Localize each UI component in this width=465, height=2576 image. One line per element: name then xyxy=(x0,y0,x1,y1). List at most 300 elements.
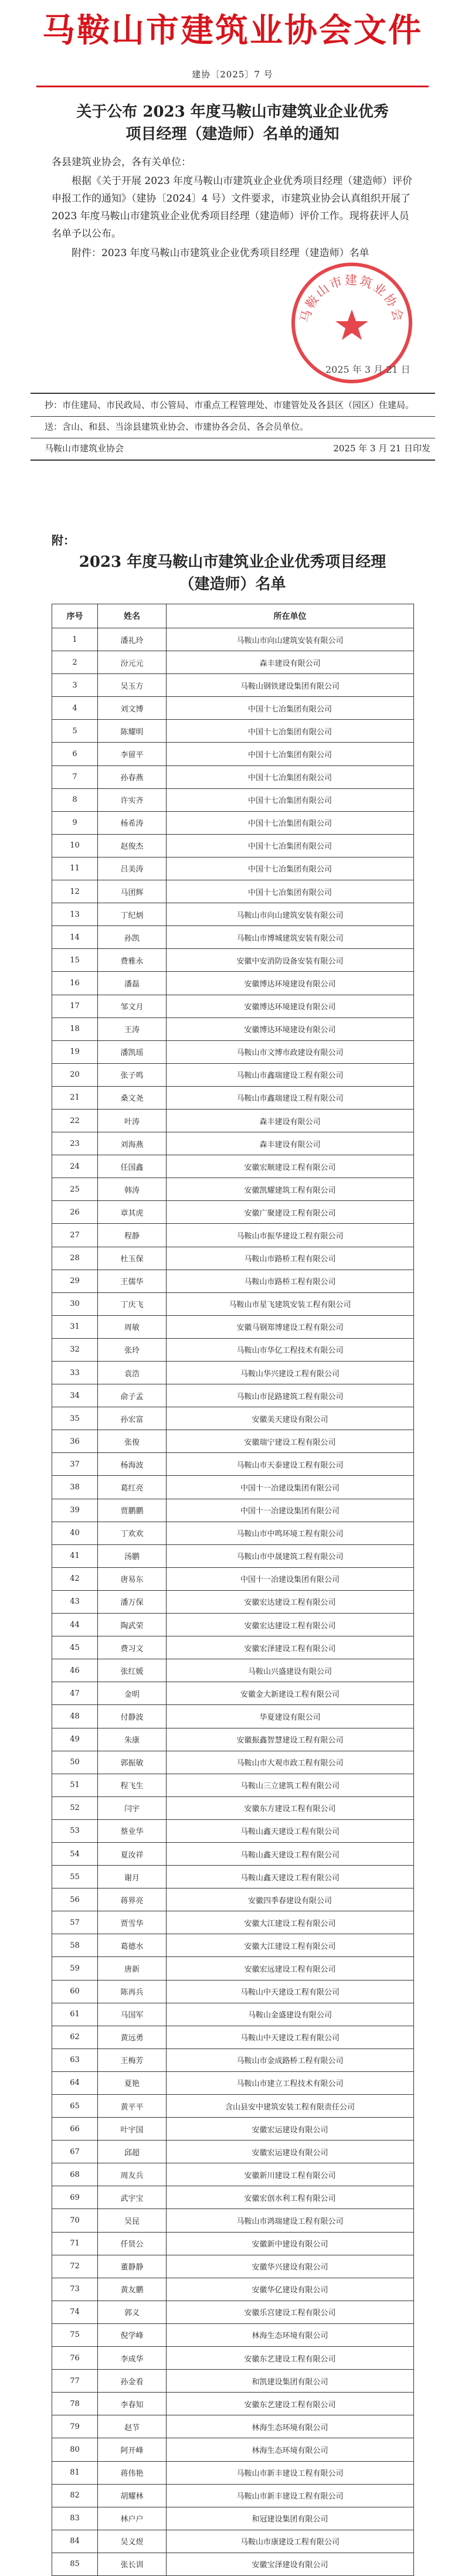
row-unit: 安徽金大新建设工程有限公司 xyxy=(167,1682,414,1705)
row-name: 闫宇 xyxy=(98,1796,167,1819)
row-index: 43 xyxy=(52,1590,98,1613)
row-unit: 安徽宏运建设有限公司 xyxy=(167,2141,414,2163)
annex-title-line2: （建造师）名单 xyxy=(179,576,286,593)
table-row xyxy=(52,1132,414,1155)
row-index: 24 xyxy=(52,1155,98,1178)
table-row xyxy=(52,1315,414,1338)
table-row xyxy=(52,1270,414,1292)
row-unit: 中国十七冶集团有限公司 xyxy=(167,720,414,743)
annex-label: 附： xyxy=(52,533,75,547)
row-index: 52 xyxy=(52,1796,98,1819)
row-unit: 安徽东艺建设工程有限公司 xyxy=(167,2347,414,2370)
table-row xyxy=(52,2141,414,2163)
table-row xyxy=(52,788,414,811)
table-row xyxy=(52,2209,414,2232)
row-index: 62 xyxy=(52,2026,98,2048)
row-index: 48 xyxy=(52,1705,98,1728)
table-row xyxy=(52,2118,414,2141)
row-name: 潘凯瑶 xyxy=(98,1040,167,1063)
row-name: 袁浩 xyxy=(98,1362,167,1384)
row-name: 张俊 xyxy=(98,1430,167,1453)
row-unit: 马鞍山市大观市政工程有限公司 xyxy=(167,1751,414,1774)
row-index: 71 xyxy=(52,2232,98,2255)
row-index: 65 xyxy=(52,2095,98,2118)
table-row xyxy=(52,1819,414,1842)
seal-text: 马鞍山市建筑业协会 xyxy=(297,273,406,324)
row-index: 25 xyxy=(52,1178,98,1201)
row-index: 47 xyxy=(52,1682,98,1705)
row-unit: 马鞍山鑫天建设工程有限公司 xyxy=(167,1842,414,1865)
table-row xyxy=(52,1659,414,1682)
table-row xyxy=(52,1888,414,1911)
row-index: 38 xyxy=(52,1476,98,1499)
row-name: 汾元元 xyxy=(98,651,167,674)
row-unit: 安徽东艺建设工程有限公司 xyxy=(167,2393,414,2415)
row-name: 付静波 xyxy=(98,1705,167,1728)
row-unit: 中国十七冶集团有限公司 xyxy=(167,788,414,811)
row-unit: 森丰建设有限公司 xyxy=(167,651,414,674)
table-row xyxy=(52,2347,414,2370)
row-name: 费习文 xyxy=(98,1636,167,1659)
row-unit: 安徽马钢郑博建设工程有限公司 xyxy=(167,1315,414,1338)
row-unit: 马鞍山华兴建设工程有限公司 xyxy=(167,1362,414,1384)
row-index: 80 xyxy=(52,2438,98,2461)
table-row xyxy=(52,2507,414,2530)
table-row xyxy=(52,2255,414,2278)
row-name: 王儒华 xyxy=(98,1270,167,1292)
row-unit: 安徽广聚建设工程有限公司 xyxy=(167,1201,414,1224)
row-index: 81 xyxy=(52,2461,98,2484)
notice-title xyxy=(41,101,424,145)
row-unit: 马鞍山市鑫瑞建设工程有限公司 xyxy=(167,1086,414,1109)
table-row xyxy=(52,2461,414,2484)
row-index: 63 xyxy=(52,2048,98,2071)
row-index: 18 xyxy=(52,1018,98,1040)
row-unit: 安徽宏远建设工程有限公司 xyxy=(167,1957,414,1980)
table-row xyxy=(52,1544,414,1567)
footer-bottom-rule xyxy=(30,460,435,461)
row-index: 39 xyxy=(52,1499,98,1522)
row-name: 蔡业华 xyxy=(98,1819,167,1842)
row-unit: 安徽宏运建设有限公司 xyxy=(167,2118,414,2141)
salutation: 各县建筑业协会，各有关单位： xyxy=(52,156,191,168)
row-index: 26 xyxy=(52,1201,98,1224)
row-unit: 含山县安中建筑安装工程有限责任公司 xyxy=(167,2095,414,2118)
table-row xyxy=(52,2393,414,2415)
table-row xyxy=(52,1292,414,1315)
row-name: 任国鑫 xyxy=(98,1155,167,1178)
row-name: 孙金看 xyxy=(98,2370,167,2393)
row-unit: 安徽振鑫智慧建设工程有限公司 xyxy=(167,1728,414,1751)
table-row xyxy=(52,972,414,995)
row-name: 邱超 xyxy=(98,2141,167,2163)
row-unit: 安徽新中建设有限公司 xyxy=(167,2232,414,2255)
row-name: 刘海燕 xyxy=(98,1132,167,1155)
row-index: 46 xyxy=(52,1659,98,1682)
table-row xyxy=(52,1522,414,1544)
table-row xyxy=(52,949,414,972)
row-unit: 安徽大江建设工程有限公司 xyxy=(167,1911,414,1934)
table-row xyxy=(52,1614,414,1636)
row-name: 葛红亮 xyxy=(98,1476,167,1499)
table-row xyxy=(52,1109,414,1132)
row-index: 59 xyxy=(52,1957,98,1980)
row-index: 15 xyxy=(52,949,98,972)
table-row xyxy=(52,1063,414,1086)
table-row xyxy=(52,1866,414,1888)
table-row xyxy=(52,1499,414,1522)
row-index: 11 xyxy=(52,857,98,880)
row-index: 66 xyxy=(52,2118,98,2141)
table-row xyxy=(52,1774,414,1796)
row-index: 42 xyxy=(52,1567,98,1590)
row-name: 杨海波 xyxy=(98,1453,167,1476)
row-unit: 中国十一冶建设集团有限公司 xyxy=(167,1476,414,1499)
table-row xyxy=(52,1155,414,1178)
table-row xyxy=(52,1453,414,1476)
attachment-note: 附件：2023 年度马鞍山市建筑业企业优秀项目经理（建造师）名单 xyxy=(72,247,369,259)
row-index: 83 xyxy=(52,2507,98,2530)
row-unit: 马鞍山市昆路建筑工程有限公司 xyxy=(167,1384,414,1407)
table-row xyxy=(52,926,414,949)
row-name: 费雅永 xyxy=(98,949,167,972)
row-name: 郭振敏 xyxy=(98,1751,167,1774)
row-index: 70 xyxy=(52,2209,98,2232)
table-row xyxy=(52,1384,414,1407)
row-index: 54 xyxy=(52,1842,98,1865)
row-unit: 马鞍山鑫天建设工程有限公司 xyxy=(167,1819,414,1842)
row-name: 张玲 xyxy=(98,1338,167,1361)
row-unit: 马鞍山市文博市政建设有限公司 xyxy=(167,1040,414,1063)
table-row xyxy=(52,1957,414,1980)
footer-issue-date: 2025 年 3 月 21 日印发 xyxy=(333,443,430,454)
row-unit: 中国十七冶集团有限公司 xyxy=(167,697,414,720)
row-name: 贾鹏鹏 xyxy=(98,1499,167,1522)
row-name: 周敏 xyxy=(98,1315,167,1338)
row-name: 俞子孟 xyxy=(98,1384,167,1407)
row-unit: 马鞍山鑫天建设工程有限公司 xyxy=(167,1866,414,1888)
table-row xyxy=(52,1934,414,1957)
row-unit: 马鞍山中天建设工程有限公司 xyxy=(167,2026,414,2048)
row-unit: 安徽宝泽建设有限公司 xyxy=(167,2553,414,2575)
row-name: 陈耀明 xyxy=(98,720,167,743)
row-name: 丁欢欢 xyxy=(98,1522,167,1544)
table-row xyxy=(52,1247,414,1270)
row-name: 许实齐 xyxy=(98,788,167,811)
notice-date: 2025 年 3 月 21 日 xyxy=(325,364,410,375)
row-unit: 安徽美天建设有限公司 xyxy=(167,1407,414,1430)
distribution-footer xyxy=(30,393,435,461)
table-row xyxy=(52,2003,414,2026)
row-index: 9 xyxy=(52,811,98,834)
row-unit: 林海生态环境有限公司 xyxy=(167,2415,414,2438)
row-name: 夏汝祥 xyxy=(98,1842,167,1865)
row-unit: 马鞍山市建立工程技术有限公司 xyxy=(167,2071,414,2094)
row-index: 78 xyxy=(52,2393,98,2415)
row-name: 王梅芳 xyxy=(98,2048,167,2071)
row-index: 36 xyxy=(52,1430,98,1453)
award-table xyxy=(52,604,414,2576)
table-row xyxy=(52,2095,414,2118)
row-name: 杨希涛 xyxy=(98,811,167,834)
document-header-title: 马鞍山市建筑业协会文件 xyxy=(42,11,423,50)
table-row xyxy=(52,628,414,651)
row-index: 21 xyxy=(52,1086,98,1109)
row-unit: 林海生态环境有限公司 xyxy=(167,2323,414,2346)
row-unit: 安徽宏达建设工程有限公司 xyxy=(167,1614,414,1636)
row-name: 蒋界亮 xyxy=(98,1888,167,1911)
row-name: 杜玉保 xyxy=(98,1247,167,1270)
row-unit: 中国十七冶集团有限公司 xyxy=(167,811,414,834)
row-index: 14 xyxy=(52,926,98,949)
row-name: 陈再兵 xyxy=(98,1980,167,2003)
table-row xyxy=(52,2484,414,2507)
row-index: 12 xyxy=(52,880,98,903)
row-name: 潘礼玲 xyxy=(98,628,167,651)
row-name: 吴玉方 xyxy=(98,674,167,697)
table-row xyxy=(52,1705,414,1728)
table-row xyxy=(52,1636,414,1659)
table-row xyxy=(52,765,414,788)
row-index: 3 xyxy=(52,674,98,697)
row-name: 叶涛 xyxy=(98,1109,167,1132)
table-row xyxy=(52,1567,414,1590)
table-row xyxy=(52,1980,414,2003)
row-unit: 安徽博达环境建设有限公司 xyxy=(167,1018,414,1040)
row-name: 金明 xyxy=(98,1682,167,1705)
table-row xyxy=(52,743,414,765)
row-name: 潘万保 xyxy=(98,1590,167,1613)
row-unit: 马鞍山市新丰建设工程有限公司 xyxy=(167,2484,414,2507)
row-unit: 安徽博达环境建设有限公司 xyxy=(167,972,414,995)
row-name: 丁纪炳 xyxy=(98,903,167,926)
row-index: 32 xyxy=(52,1338,98,1361)
table-row xyxy=(52,857,414,880)
table-row xyxy=(52,720,414,743)
row-unit: 安徽大江建设工程有限公司 xyxy=(167,1934,414,1957)
table-row xyxy=(52,1751,414,1774)
row-name: 刘文博 xyxy=(98,697,167,720)
row-index: 85 xyxy=(52,2553,98,2575)
row-name: 李春知 xyxy=(98,2393,167,2415)
table-row xyxy=(52,1796,414,1819)
row-name: 张红媛 xyxy=(98,1659,167,1682)
table-row xyxy=(52,811,414,834)
row-unit: 中国十七冶集团有限公司 xyxy=(167,743,414,765)
row-unit: 中国十一冶建设集团有限公司 xyxy=(167,1567,414,1590)
row-unit: 和凯建设集团有限公司 xyxy=(167,2370,414,2393)
row-name: 黄友鹏 xyxy=(98,2278,167,2301)
row-name: 李留平 xyxy=(98,743,167,765)
row-name: 张子鸣 xyxy=(98,1063,167,1086)
row-index: 5 xyxy=(52,720,98,743)
row-unit: 马鞍山市康建设工程有限公司 xyxy=(167,2530,414,2553)
row-name: 汤鹏 xyxy=(98,1544,167,1567)
table-row xyxy=(52,2323,414,2346)
row-index: 16 xyxy=(52,972,98,995)
row-unit: 马鞍山兴盛建设有限公司 xyxy=(167,1659,414,1682)
table-row xyxy=(52,2438,414,2461)
table-row xyxy=(52,1911,414,1934)
row-name: 唐易东 xyxy=(98,1567,167,1590)
row-unit: 马鞍山金盛建设有限公司 xyxy=(167,2003,414,2026)
row-name: 王涛 xyxy=(98,1018,167,1040)
row-name: 蒋伟艳 xyxy=(98,2461,167,2484)
row-name: 吕美涛 xyxy=(98,857,167,880)
table-row xyxy=(52,2071,414,2094)
row-name: 陶武荣 xyxy=(98,1614,167,1636)
notice-title-line2: 项目经理（建造师）名单的通知 xyxy=(125,125,340,143)
row-name: 赵俊杰 xyxy=(98,834,167,857)
table-row xyxy=(52,2232,414,2255)
row-name: 周友兵 xyxy=(98,2163,167,2186)
row-index: 44 xyxy=(52,1614,98,1636)
row-name: 程静 xyxy=(98,1224,167,1247)
row-name: 胡耀林 xyxy=(98,2484,167,2507)
row-unit: 安徽宏达建设工程有限公司 xyxy=(167,1590,414,1613)
row-index: 22 xyxy=(52,1109,98,1132)
row-unit: 马鞍山市向山建筑安装有限公司 xyxy=(167,628,414,651)
table-row xyxy=(52,1018,414,1040)
row-unit: 马鞍山市中晟建筑工程有限公司 xyxy=(167,1544,414,1567)
notice-title-line1: 关于公布 2023 年度马鞍山市建筑业企业优秀 xyxy=(76,103,389,121)
row-index: 60 xyxy=(52,1980,98,2003)
row-index: 6 xyxy=(52,743,98,765)
row-unit: 马鞍山市向山建筑安装有限公司 xyxy=(167,903,414,926)
row-unit: 安徽博达环境建设有限公司 xyxy=(167,995,414,1018)
row-unit: 安徽华亿建设有限公司 xyxy=(167,2278,414,2301)
row-index: 64 xyxy=(52,2071,98,2094)
table-header-row xyxy=(52,604,414,628)
row-index: 67 xyxy=(52,2141,98,2163)
row-name: 孙春燕 xyxy=(98,765,167,788)
row-name: 黄远勇 xyxy=(98,2026,167,2048)
row-unit: 安徽中安消防设备安装有限公司 xyxy=(167,949,414,972)
row-index: 49 xyxy=(52,1728,98,1751)
row-index: 77 xyxy=(52,2370,98,2393)
row-unit: 马鞍山市振华建设工程有限公司 xyxy=(167,1224,414,1247)
row-unit: 华夏建设有限公司 xyxy=(167,1705,414,1728)
award-table-container xyxy=(52,604,413,2576)
row-index: 82 xyxy=(52,2484,98,2507)
header-name: 姓名 xyxy=(98,604,167,628)
row-index: 75 xyxy=(52,2323,98,2346)
row-unit: 马鞍山市鸿瑞建设工程有限公司 xyxy=(167,2209,414,2232)
row-name: 郭义 xyxy=(98,2301,167,2323)
row-unit: 马鞍山市中鸣环境工程有限公司 xyxy=(167,1522,414,1544)
table-row xyxy=(52,2186,414,2209)
row-name: 谢月 xyxy=(98,1866,167,1888)
row-index: 55 xyxy=(52,1866,98,1888)
row-index: 37 xyxy=(52,1453,98,1476)
row-unit: 马鞍山市新丰建设工程有限公司 xyxy=(167,2461,414,2484)
notice-body: 根据《关于开展 2023 年度马鞍山市建筑业企业优秀项目经理（建造师）评价申报工作的通知》（建协〔2024〕4 号）文件要求，市建筑业协会认真组织开展了 2023 年度马鞍山市建筑业企业优秀项目经理（建造师）评价工作。现将获评人员名单予以公布。 xyxy=(52,175,413,240)
row-name: 倪学峰 xyxy=(98,2323,167,2346)
table-row xyxy=(52,1178,414,1201)
row-index: 57 xyxy=(52,1911,98,1934)
table-row xyxy=(52,2553,414,2575)
row-unit: 马鞍山中天建设工程有限公司 xyxy=(167,1980,414,2003)
row-name: 阿开峰 xyxy=(98,2438,167,2461)
annex-title xyxy=(52,551,413,595)
table-row xyxy=(52,1338,414,1361)
table-row xyxy=(52,880,414,903)
row-index: 76 xyxy=(52,2347,98,2370)
table-row xyxy=(52,651,414,674)
table-row xyxy=(52,2278,414,2301)
row-index: 33 xyxy=(52,1362,98,1384)
row-name: 黄平平 xyxy=(98,2095,167,2118)
row-index: 40 xyxy=(52,1522,98,1544)
table-row xyxy=(52,2026,414,2048)
table-row xyxy=(52,1728,414,1751)
row-name: 武宇宝 xyxy=(98,2186,167,2209)
red-divider xyxy=(36,86,429,87)
table-row xyxy=(52,1842,414,1865)
row-name: 林户户 xyxy=(98,2507,167,2530)
table-row xyxy=(52,1040,414,1063)
row-name: 张长训 xyxy=(98,2553,167,2575)
footer-cc-line: 抄：市住建局、市民政局、市公管局、市重点工程管理处、市建管处及各县区（园区）住建局。 xyxy=(45,400,415,410)
row-name: 韩涛 xyxy=(98,1178,167,1201)
row-index: 41 xyxy=(52,1544,98,1567)
row-index: 84 xyxy=(52,2530,98,2553)
row-unit: 安徽宏泽建设工程有限公司 xyxy=(167,1636,414,1659)
row-index: 34 xyxy=(52,1384,98,1407)
table-row xyxy=(52,2370,414,2393)
table-row xyxy=(52,697,414,720)
row-index: 13 xyxy=(52,903,98,926)
row-name: 马国军 xyxy=(98,2003,167,2026)
row-index: 10 xyxy=(52,834,98,857)
row-index: 20 xyxy=(52,1063,98,1086)
row-unit: 安徽华兴建设有限公司 xyxy=(167,2255,414,2278)
row-index: 45 xyxy=(52,1636,98,1659)
header-index: 序号 xyxy=(52,604,98,628)
row-name: 马团辉 xyxy=(98,880,167,903)
row-index: 2 xyxy=(52,651,98,674)
row-unit: 安徽四季春建设有限公司 xyxy=(167,1888,414,1911)
row-index: 19 xyxy=(52,1040,98,1063)
table-row xyxy=(52,1590,414,1613)
row-index: 35 xyxy=(52,1407,98,1430)
row-name: 孙凯 xyxy=(98,926,167,949)
row-unit: 马鞍山三立建筑工程有限公司 xyxy=(167,1774,414,1796)
row-index: 27 xyxy=(52,1224,98,1247)
row-name: 唐新 xyxy=(98,1957,167,1980)
document-number: 建协〔2025〕7 号 xyxy=(192,69,273,80)
table-row xyxy=(52,1201,414,1224)
row-name: 夏艳 xyxy=(98,2071,167,2094)
table-row xyxy=(52,1682,414,1705)
row-unit: 马鞍山市星飞建筑安装工程有限公司 xyxy=(167,1292,414,1315)
row-index: 29 xyxy=(52,1270,98,1292)
table-row xyxy=(52,674,414,697)
row-unit: 和冠建设集团有限公司 xyxy=(167,2507,414,2530)
row-index: 1 xyxy=(52,628,98,651)
row-name: 潘磊 xyxy=(98,972,167,995)
row-unit: 安徽宏创水利工程有限公司 xyxy=(167,2186,414,2209)
row-name: 吴义煜 xyxy=(98,2530,167,2553)
row-unit: 安徽凯耀建筑工程有限公司 xyxy=(167,1178,414,1201)
footer-issuer: 马鞍山市建筑业协会 xyxy=(45,443,124,454)
row-unit: 中国十七冶集团有限公司 xyxy=(167,834,414,857)
row-unit: 马鞍山市路桥工程有限公司 xyxy=(167,1247,414,1270)
row-name: 桑文尧 xyxy=(98,1086,167,1109)
row-index: 74 xyxy=(52,2301,98,2323)
row-unit: 森丰建设有限公司 xyxy=(167,1109,414,1132)
row-unit: 安徽瑞宁建设工程有限公司 xyxy=(167,1430,414,1453)
